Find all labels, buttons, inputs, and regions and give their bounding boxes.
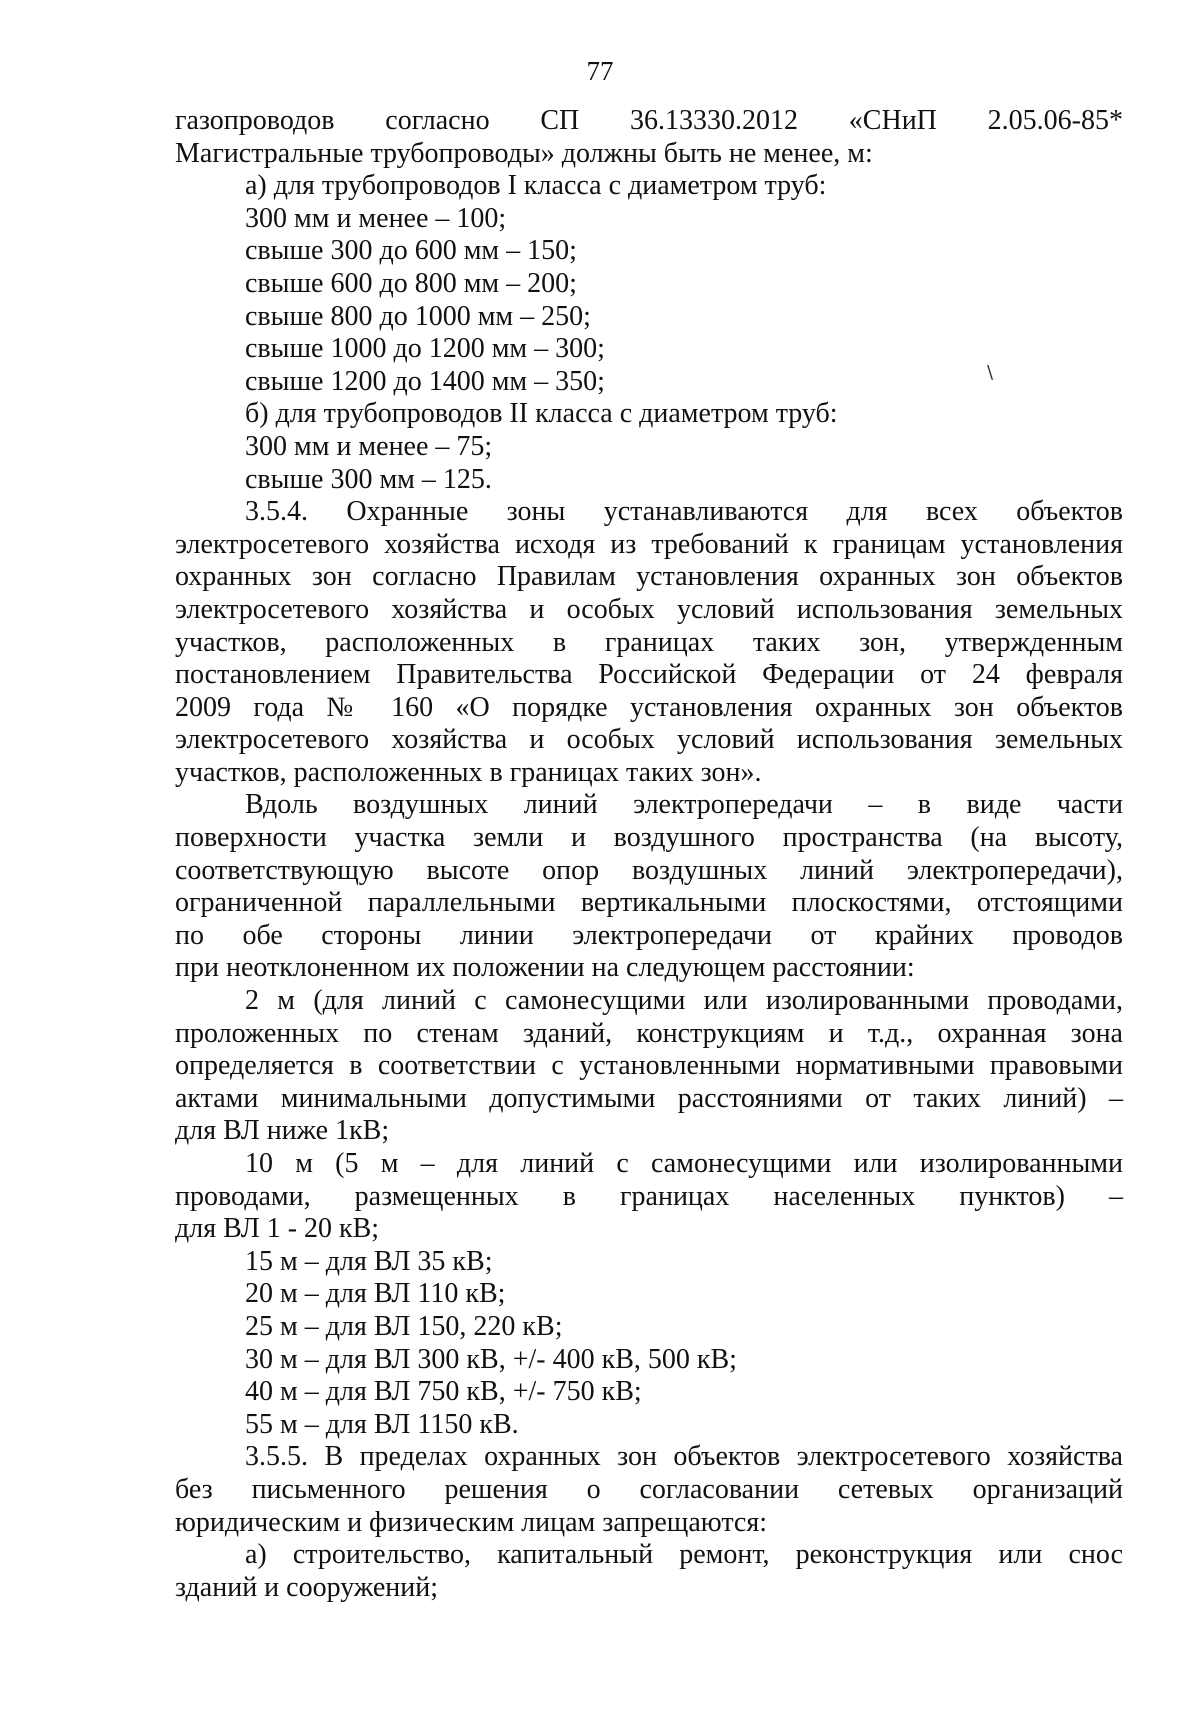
text-line: а) строительство, капитальный ремонт, реконструкция или снос: [245, 1539, 1123, 1571]
text-line: 15 м – для ВЛ 35 кВ;: [245, 1245, 493, 1277]
text-line: 55 м – для ВЛ 1150 кВ.: [245, 1408, 519, 1440]
text-line: свыше 800 до 1000 мм – 250;: [245, 300, 591, 332]
text-line: 20 м – для ВЛ 110 кВ;: [245, 1278, 506, 1310]
text-line: свыше 1200 до 1400 мм – 350;: [245, 365, 605, 397]
scan-artifact-mark: \: [987, 362, 994, 383]
text-line: 10 м (5 м – для линий с самонесущими или изолированными: [245, 1148, 1123, 1179]
text-line: 3.5.4. Охранные зоны устанавливаются для всех объектов: [245, 496, 1123, 528]
text-line: зданий и сооружений;: [175, 1571, 438, 1603]
text-line: свыше 600 до 800 мм – 200;: [245, 267, 577, 299]
text-line: 3.5.5. В пределах охранных зон объектов электросетевого хозяйства: [245, 1441, 1123, 1473]
text-line: 40 м – для ВЛ 750 кВ, +/- 750 кВ;: [245, 1376, 642, 1408]
text-line: для ВЛ 1 - 20 кВ;: [175, 1213, 380, 1245]
text-line: электросетевого хозяйства исходя из требований к границам установления: [175, 528, 1123, 560]
text-line: Вдоль воздушных линий электропередачи – в виде части: [245, 789, 1123, 821]
text-line: 300 мм и менее – 100;: [245, 202, 507, 234]
text-line: при неотклоненном их положении на следующем расстоянии:: [175, 952, 915, 984]
text-line: б) для трубопроводов II класса с диаметром труб:: [245, 398, 838, 430]
text-line: проводами, размещенных в границах населенных пунктов) –: [175, 1180, 1123, 1212]
text-line: свыше 300 мм – 125.: [245, 463, 492, 495]
text-line: постановлением Правительства Российской Федерации от 24 февраля: [175, 659, 1123, 691]
text-line: по обе стороны линии электропередачи от крайних проводов: [175, 919, 1123, 951]
text-line: 30 м – для ВЛ 300 кВ, +/- 400 кВ, 500 кВ;: [245, 1343, 737, 1375]
document-body: [175, 105, 1123, 1604]
text-line: 300 мм и менее – 75;: [245, 430, 493, 462]
text-line: охранных зон согласно Правилам установления охранных зон объектов: [175, 561, 1123, 593]
text-line: актами минимальными допустимыми расстояниями от таких линий) –: [175, 1082, 1123, 1114]
text-line: участков, расположенных в границах таких зон».: [175, 756, 762, 788]
text-line: проложенных по стенам зданий, конструкциям и т.д., охранная зона: [175, 1017, 1123, 1049]
text-line: ограниченной параллельными вертикальными плоскостями, отстоящими: [175, 887, 1123, 919]
text-line: Магистральные трубопроводы» должны быть не менее, м:: [175, 137, 873, 169]
text-line: определяется в соответствии с установленными нормативными правовыми: [175, 1050, 1123, 1082]
text-line: участков, расположенных в границах таких зон, утвержденным: [175, 626, 1123, 658]
text-line: 2 м (для линий с самонесущими или изолированными проводами,: [245, 985, 1123, 1017]
text-line: свыше 300 до 600 мм – 150;: [245, 235, 577, 267]
text-line: свыше 1000 до 1200 мм – 300;: [245, 333, 605, 365]
text-line: газопроводов согласно СП 36.13330.2012 «СНиП 2.05.06-85*: [175, 105, 1123, 136]
text-line: 25 м – для ВЛ 150, 220 кВ;: [245, 1310, 563, 1342]
page-number: 77: [586, 56, 614, 86]
text-line: юридическим и физическим лицам запрещаются:: [175, 1506, 767, 1538]
text-line: без письменного решения о согласовании сетевых организаций: [175, 1473, 1123, 1505]
text-line: электросетевого хозяйства и особых условий использования земельных: [175, 724, 1123, 756]
text-line: соответствующую высоте опор воздушных линий электропередачи),: [175, 854, 1123, 886]
text-line: 2009 года № 160 «О порядке установления охранных зон объектов: [175, 691, 1123, 723]
text-line: поверхности участка земли и воздушного пространства (на высоту,: [175, 822, 1123, 854]
text-line: а) для трубопроводов I класса с диаметром труб:: [245, 170, 827, 202]
text-line: для ВЛ ниже 1кВ;: [175, 1115, 390, 1147]
text-line: электросетевого хозяйства и особых условий использования земельных: [175, 593, 1123, 625]
